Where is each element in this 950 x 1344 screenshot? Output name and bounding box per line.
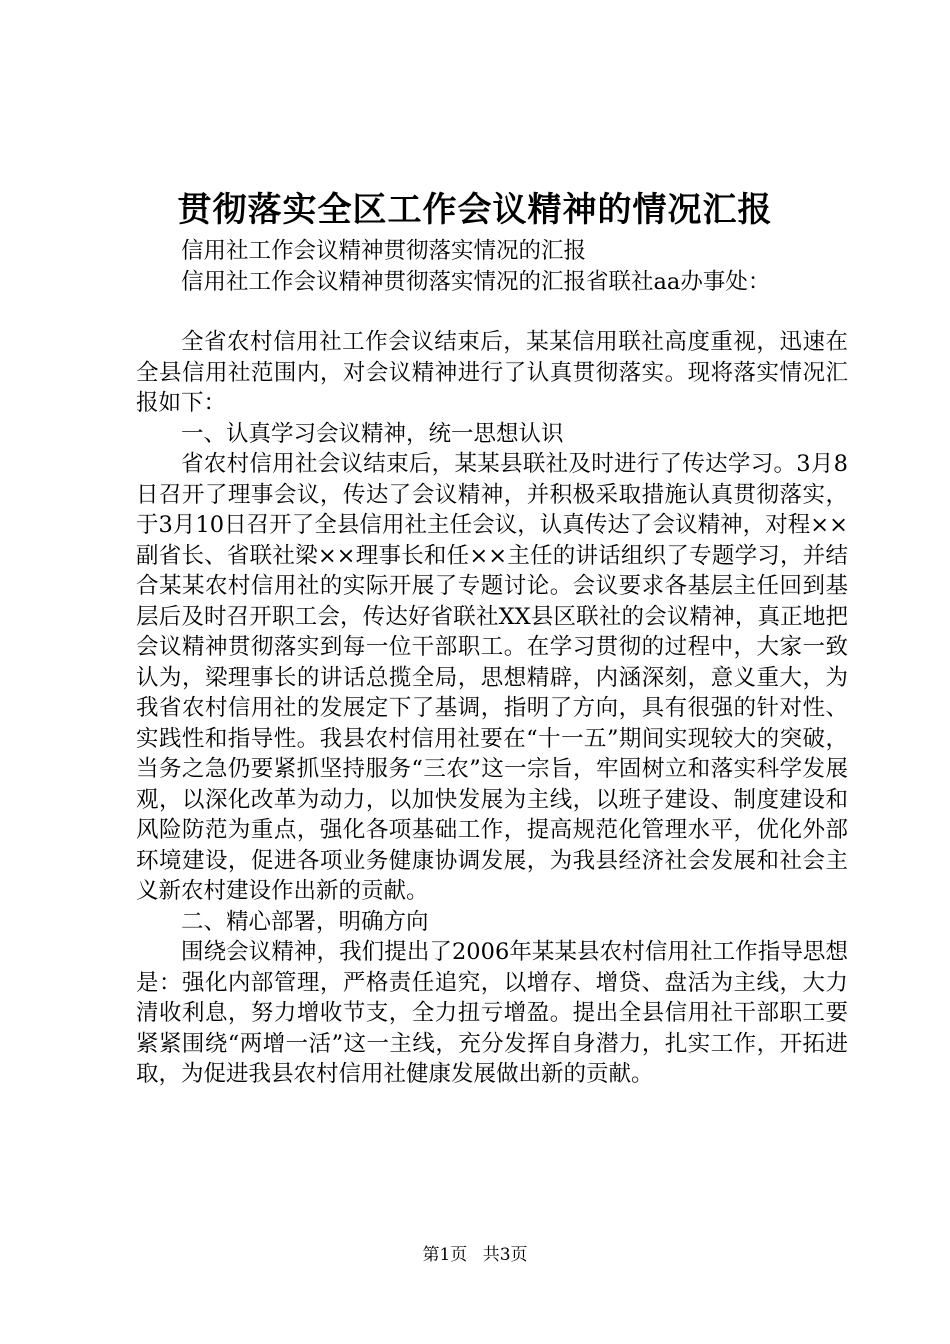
subtitle-line: 信用社工作会议精神贯彻落实情况的汇报 [181, 238, 587, 264]
section-paragraph-1: 省农村信用社会议结束后，某某县联社及时进行了传达学习。3月8日召开了理事会议，传达了会议精神，并积极采取措施认真贯彻落实，于3月10日召开了全县信用社主任会议，认真传达了会议精神，对程××副省长、省联社梁××理事长和任××主任的讲话组织了专题学习，并结合某某农村信用社的实际开展了专题讨论。会议要求各基层主任回到基层后及时召开职工会，传达好省联社XX县区联社的会议精神，真正地把会议精神贯彻落实到每一位干部职工。在学习贯彻的过程中，大家一致认为，梁理事长的讲话总揽全局，思想精辟，内涵深刻，意义重大，为我省农村信用社的发展定下了基调，指明了方向，具有很强的针对性、实践性和指导性。我县农村信用社要在“十一五”期间实现较大的突破，当务之急仍要紧抓坚持服务“三农”这一宗旨，牢固树立和落实科学发展观，以深化改革为动力，以加快发展为主线，以班子建设、制度建设和风险防范为重点，强化各项基础工作，提高规范化管理水平，优化外部环境建设，促进各项业务健康协调发展，为我县经济社会发展和社会主义新农村建设作出新的贡献。 [136, 451, 848, 904]
salutation-line: 信用社工作会议精神贯彻落实情况的汇报省联社aa办事处： [181, 268, 771, 295]
document-title: 贯彻落实全区工作会议精神的情况汇报 [177, 190, 773, 230]
page-number: 第1页 [422, 1245, 468, 1265]
document-body [136, 236, 848, 1090]
page-total: 共3页 [482, 1245, 528, 1265]
page-footer [0, 1243, 950, 1267]
section-paragraph-2: 围绕会议精神，我们提出了2006年某某县农村信用社工作指导思想是：强化内部管理，严格责任追究，以增存、增贷、盘活为主线，大力清收利息，努力增收节支，全力扭亏增盈。提出全县信用社干部职工要紧紧围绕“两增一活”这一主线，充分发挥自身潜力，扎实工作，开拓进取，为促进我县农村信用社健康发展做出新的贡献。 [136, 939, 848, 1087]
intro-paragraph: 全省农村信用社工作会议结束后，某某信用联社高度重视，迅速在全县信用社范围内，对会议精神进行了认真贯彻落实。现将落实情况汇报如下： [136, 329, 848, 416]
section-heading-1: 一、认真学习会议精神，统一思想认识 [181, 420, 564, 447]
section-heading-2: 二、精心部署，明确方向 [181, 908, 429, 935]
